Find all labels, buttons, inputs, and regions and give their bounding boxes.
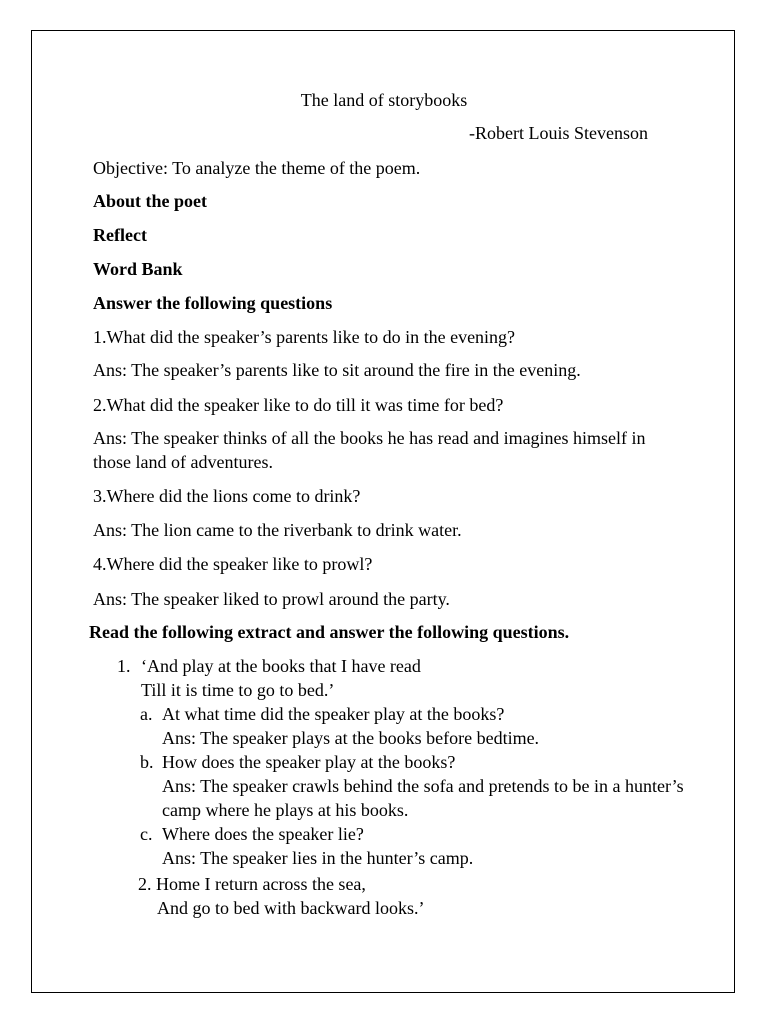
extract-line-2: Till it is time to go to bed.’ (141, 680, 335, 700)
extract-number: 1. (117, 656, 131, 676)
question-3: 3.Where did the lions come to drink? (93, 486, 361, 506)
extract-heading: Read the following extract and answer the following questions. (89, 622, 570, 642)
extract-2-line-2: And go to bed with backward looks.’ (157, 898, 425, 918)
answer-4: Ans: The speaker liked to prowl around the party. (93, 589, 450, 609)
sub-letter-c: c. (140, 824, 153, 844)
sub-question-c: Where does the speaker lie? (162, 824, 364, 844)
extract-line-1: ‘And play at the books that I have read (141, 656, 421, 676)
poem-author: -Robert Louis Stevenson (469, 123, 648, 143)
sub-question-a: At what time did the speaker play at the books? (162, 704, 505, 724)
question-4: 4.Where did the speaker like to prowl? (93, 554, 373, 574)
sub-question-b: How does the speaker play at the books? (162, 752, 456, 772)
answer-2: Ans: The speaker thinks of all the books he has read and imagines himself in those land of adventures. (93, 428, 646, 472)
sub-letter-b: b. (140, 752, 154, 772)
poem-title: The land of storybooks (300, 90, 468, 110)
heading-word-bank: Word Bank (93, 259, 183, 279)
sub-answer-a: Ans: The speaker plays at the books before bedtime. (162, 728, 540, 748)
heading-reflect: Reflect (93, 225, 147, 245)
sub-answer-c: Ans: The speaker lies in the hunter’s camp. (162, 848, 474, 868)
heading-about-poet: About the poet (93, 191, 208, 211)
objective: Objective: To analyze the theme of the poem. (93, 158, 421, 178)
question-1: 1.What did the speaker’s parents like to do in the evening? (93, 327, 516, 347)
sub-letter-a: a. (140, 704, 153, 724)
heading-answer-questions: Answer the following questions (93, 293, 333, 313)
question-2: 2.What did the speaker like to do till it was time for bed? (93, 395, 504, 415)
answer-3: Ans: The lion came to the riverbank to drink water. (93, 520, 462, 540)
answer-1: Ans: The speaker’s parents like to sit around the fire in the evening. (93, 360, 581, 380)
extract-2-line-1: 2. Home I return across the sea, (138, 874, 366, 894)
sub-answer-b: Ans: The speaker crawls behind the sofa and pretends to be in a hunter’s camp where he plays at his books. (162, 776, 684, 820)
